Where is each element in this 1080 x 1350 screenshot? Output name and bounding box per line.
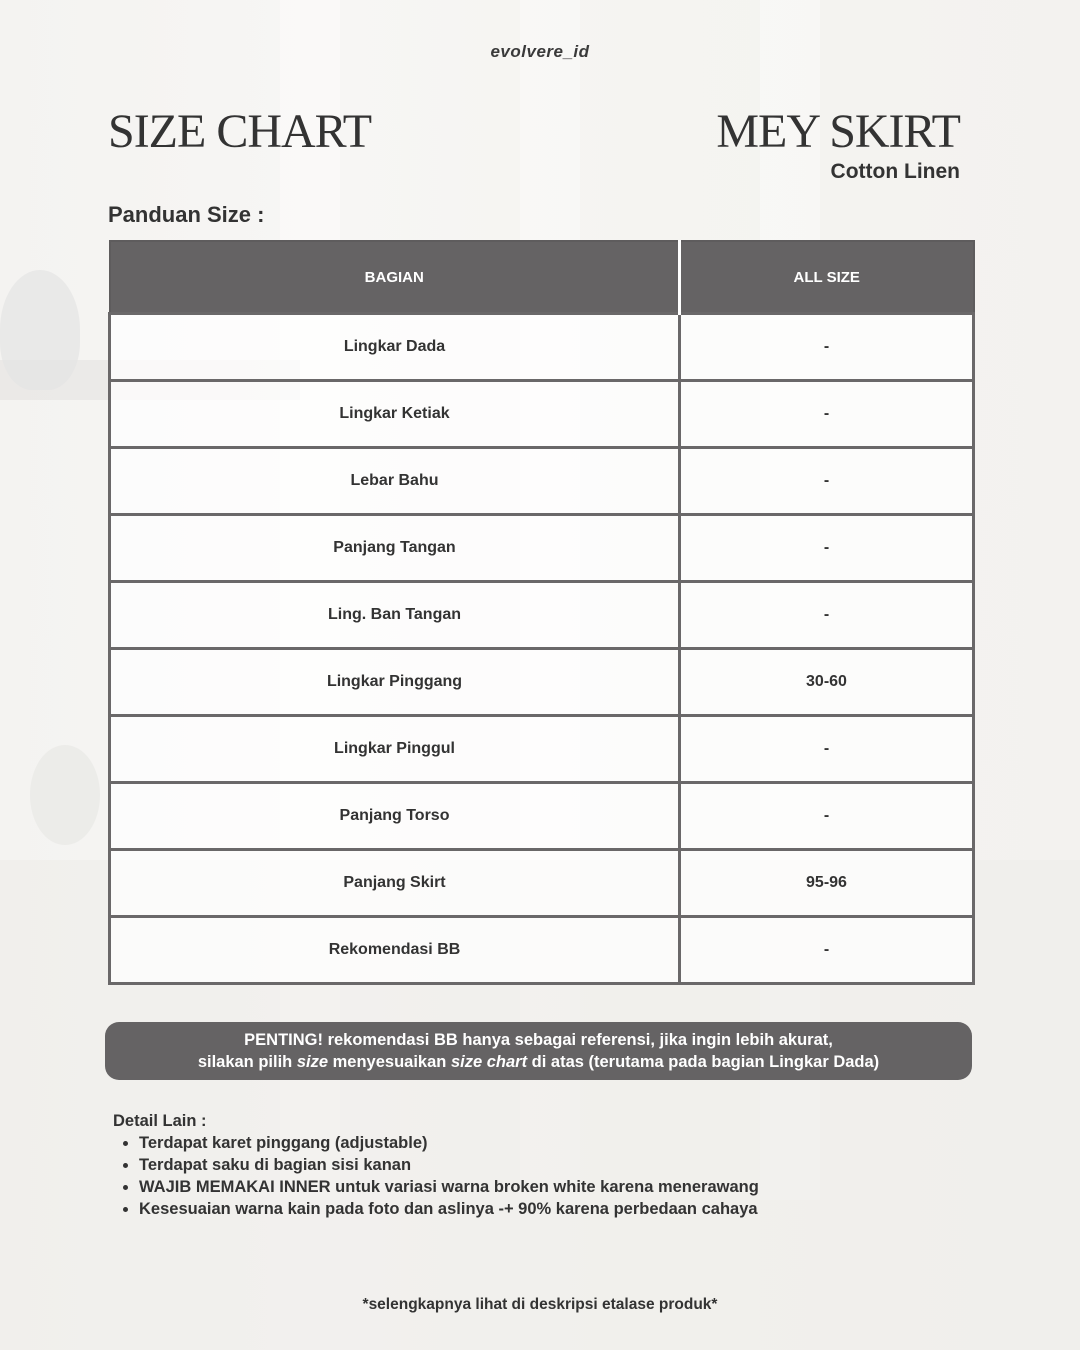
size-value: - xyxy=(680,448,974,515)
list-item: • Terdapat karet pinggang (adjustable) xyxy=(139,1132,759,1154)
part-name: Lingkar Pinggang xyxy=(110,649,680,716)
product-name: MEY SKIRT xyxy=(716,105,960,158)
list-item: • Terdapat saku di bagian sisi kanan xyxy=(139,1154,759,1176)
table-header-row xyxy=(110,241,974,314)
details-list xyxy=(113,1132,759,1220)
table-row xyxy=(110,850,974,917)
part-name: Rekomendasi BB xyxy=(110,917,680,984)
notice-line-2: silakan pilih size menyesuaikan size chart di atas (terutama pada bagian Lingkar Dada) xyxy=(197,1053,880,1071)
column-header-all-size: ALL SIZE xyxy=(680,241,974,314)
brand-handle: evolvere_id xyxy=(490,42,590,61)
size-value: - xyxy=(680,716,974,783)
size-guide-label: Panduan Size : xyxy=(108,202,265,227)
column-header-bagian: BAGIAN xyxy=(110,241,680,314)
size-value: - xyxy=(680,783,974,850)
table-row xyxy=(110,314,974,381)
other-details xyxy=(113,1112,759,1220)
size-value: 30-60 xyxy=(680,649,974,716)
notice-line-1: PENTING! rekomendasi BB hanya sebagai referensi, jika ingin lebih akurat, xyxy=(244,1031,833,1049)
table-row xyxy=(110,381,974,448)
table-row xyxy=(110,649,974,716)
table-row xyxy=(110,448,974,515)
table-row xyxy=(110,783,974,850)
part-name: Ling. Ban Tangan xyxy=(110,582,680,649)
size-value: - xyxy=(680,314,974,381)
table-row xyxy=(110,582,974,649)
part-name: Lingkar Ketiak xyxy=(110,381,680,448)
size-value: - xyxy=(680,582,974,649)
table-row xyxy=(110,515,974,582)
size-value: 95-96 xyxy=(680,850,974,917)
table-row xyxy=(110,716,974,783)
list-item: • WAJIB MEMAKAI INNER untuk variasi warna broken white karena menerawang xyxy=(139,1176,759,1198)
part-name: Panjang Tangan xyxy=(110,515,680,582)
part-name: Lebar Bahu xyxy=(110,448,680,515)
product-material: Cotton Linen xyxy=(830,160,960,183)
part-name: Panjang Torso xyxy=(110,783,680,850)
list-item: • Kesesuaian warna kain pada foto dan aslinya -+ 90% karena perbedaan cahaya xyxy=(139,1198,759,1220)
page-title: SIZE CHART xyxy=(108,105,372,158)
size-value: - xyxy=(680,917,974,984)
part-name: Lingkar Dada xyxy=(110,314,680,381)
size-table xyxy=(108,240,975,985)
important-notice xyxy=(105,1022,972,1080)
size-value: - xyxy=(680,381,974,448)
footnote: *selengkapnya lihat di deskripsi etalase produk* xyxy=(362,1296,718,1313)
part-name: Panjang Skirt xyxy=(110,850,680,917)
part-name: Lingkar Pinggul xyxy=(110,716,680,783)
table-row xyxy=(110,917,974,984)
details-title: Detail Lain : xyxy=(113,1112,207,1130)
size-value: - xyxy=(680,515,974,582)
